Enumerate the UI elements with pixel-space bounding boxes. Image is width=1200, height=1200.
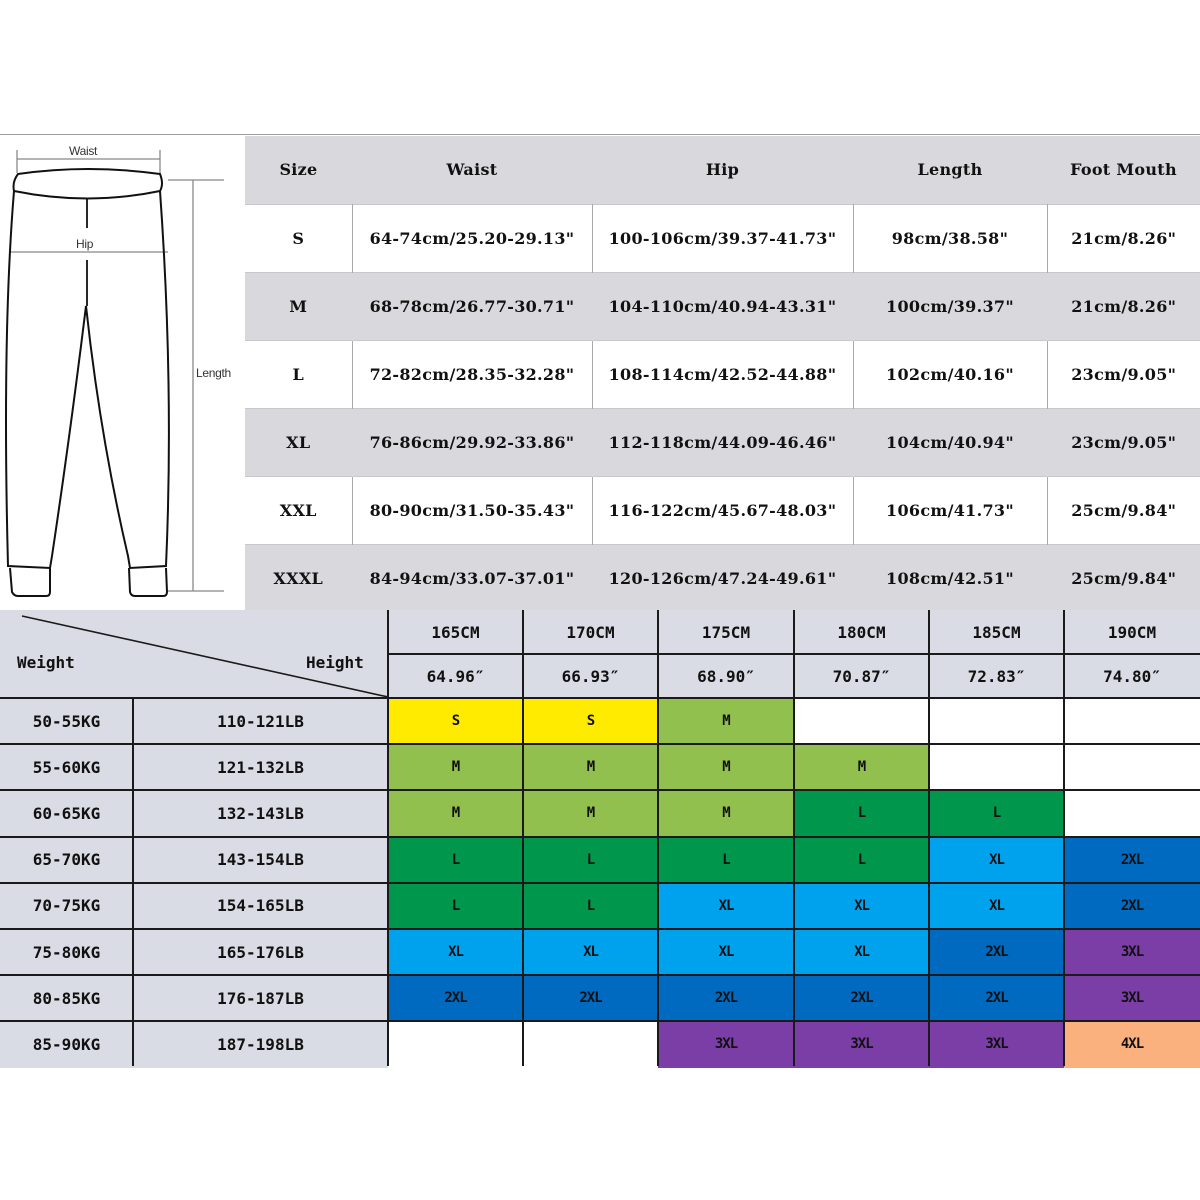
foot-mouth-cell: 21cm/8.26" — [1047, 204, 1200, 272]
size-recommendation-cell: XL — [388, 929, 523, 975]
length-cell: 98cm/38.58" — [853, 204, 1047, 272]
size-recommendation-cell: M — [658, 744, 794, 790]
grid-line — [388, 653, 1200, 655]
weight-kg-cell: 75-80KG — [0, 929, 133, 975]
foot-mouth-cell: 21cm/8.26" — [1047, 272, 1200, 340]
size-recommendation-cell: 2XL — [388, 975, 523, 1021]
waist-cell: 84-94cm/33.07-37.01" — [352, 544, 592, 612]
height-cm-header: 165CM — [388, 610, 523, 654]
table-row — [245, 272, 1200, 340]
size-recommendation-cell: M — [658, 790, 794, 836]
size-recommendation-cell: 3XL — [1064, 975, 1200, 1021]
weight-axis-label: Weight — [17, 653, 75, 672]
table-row — [245, 408, 1200, 476]
size-recommendation-cell: 2XL — [794, 975, 929, 1021]
waist-cell: 68-78cm/26.77-30.71" — [352, 272, 592, 340]
hip-cell: 116-122cm/45.67-48.03" — [592, 476, 853, 544]
size-table-header — [245, 136, 1200, 204]
grid-line — [522, 610, 524, 1066]
grid-line — [0, 836, 1200, 838]
grid-line — [0, 1020, 1200, 1022]
hip-label: Hip — [76, 237, 94, 251]
size-recommendation-cell: 3XL — [794, 1021, 929, 1067]
grid-line — [0, 789, 1200, 791]
length-cell: 106cm/41.73" — [853, 476, 1047, 544]
size-cell: M — [245, 272, 352, 340]
waist-cell: 76-86cm/29.92-33.86" — [352, 408, 592, 476]
foot-mouth-cell: 25cm/9.84" — [1047, 544, 1200, 612]
fit-chart — [0, 610, 1200, 1066]
grid-line — [0, 882, 1200, 884]
hip-cell: 120-126cm/47.24-49.61" — [592, 544, 853, 612]
waist-cell: 72-82cm/28.35-32.28" — [352, 340, 592, 408]
weight-lb-cell: 165-176LB — [133, 929, 388, 975]
weight-kg-cell: 55-60KG — [0, 744, 133, 790]
size-recommendation-cell: XL — [794, 929, 929, 975]
size-cell: L — [245, 340, 352, 408]
size-recommendation-cell: 3XL — [658, 1021, 794, 1067]
size-recommendation-cell: L — [523, 837, 658, 883]
size-cell: XXL — [245, 476, 352, 544]
size-recommendation-cell: M — [388, 790, 523, 836]
height-cm-header: 190CM — [1064, 610, 1200, 654]
height-axis-label: Height — [306, 653, 364, 672]
size-recommendation-cell — [1064, 698, 1200, 744]
waist-label: Waist — [69, 144, 98, 158]
size-recommendation-cell: 2XL — [1064, 883, 1200, 929]
weight-lb-cell: 187-198LB — [133, 1021, 388, 1067]
height-in-header: 72.83″ — [929, 654, 1064, 698]
size-recommendation-cell — [929, 698, 1064, 744]
height-cm-header: 180CM — [794, 610, 929, 654]
weight-lb-cell: 176-187LB — [133, 975, 388, 1021]
hip-cell: 112-118cm/44.09-46.46" — [592, 408, 853, 476]
foot-mouth-cell: 23cm/9.05" — [1047, 340, 1200, 408]
size-recommendation-cell: XL — [658, 883, 794, 929]
header-foot-mouth: Foot Mouth — [1047, 136, 1200, 204]
size-recommendation-cell: M — [523, 790, 658, 836]
size-recommendation-cell: M — [794, 744, 929, 790]
size-recommendation-cell: L — [523, 883, 658, 929]
table-row — [245, 204, 1200, 272]
header-size: Size — [245, 136, 352, 204]
size-cell: S — [245, 204, 352, 272]
weight-lb-cell: 110-121LB — [133, 698, 388, 744]
weight-kg-cell: 70-75KG — [0, 883, 133, 929]
size-table — [245, 136, 1200, 613]
size-recommendation-cell: 2XL — [1064, 837, 1200, 883]
foot-mouth-cell: 23cm/9.05" — [1047, 408, 1200, 476]
height-in-header: 74.80″ — [1064, 654, 1200, 698]
weight-kg-cell: 85-90KG — [0, 1021, 133, 1067]
size-recommendation-cell: L — [388, 837, 523, 883]
length-cell: 108cm/42.51" — [853, 544, 1047, 612]
size-recommendation-cell: 2XL — [658, 975, 794, 1021]
size-recommendation-cell: XL — [794, 883, 929, 929]
length-cell: 100cm/39.37" — [853, 272, 1047, 340]
weight-lb-cell: 132-143LB — [133, 790, 388, 836]
size-recommendation-cell: L — [658, 837, 794, 883]
height-cm-header: 170CM — [523, 610, 658, 654]
size-recommendation-cell — [929, 744, 1064, 790]
grid-line — [928, 610, 930, 1066]
size-recommendation-cell: 2XL — [929, 975, 1064, 1021]
size-recommendation-cell: XL — [658, 929, 794, 975]
size-recommendation-cell: 3XL — [1064, 929, 1200, 975]
weight-kg-cell: 80-85KG — [0, 975, 133, 1021]
grid-line — [1063, 610, 1065, 1066]
hip-cell: 100-106cm/39.37-41.73" — [592, 204, 853, 272]
size-cell: XL — [245, 408, 352, 476]
size-recommendation-cell — [1064, 744, 1200, 790]
height-in-header: 68.90″ — [658, 654, 794, 698]
size-recommendation-cell: L — [794, 837, 929, 883]
fit-chart-corner — [0, 610, 388, 698]
grid-line — [0, 743, 1200, 745]
size-recommendation-cell: XL — [929, 883, 1064, 929]
size-recommendation-cell: XL — [929, 837, 1064, 883]
table-row — [245, 544, 1200, 612]
size-recommendation-cell — [388, 1021, 523, 1067]
size-recommendation-cell: 2XL — [929, 929, 1064, 975]
waist-cell: 64-74cm/25.20-29.13" — [352, 204, 592, 272]
height-cm-header: 175CM — [658, 610, 794, 654]
grid-line — [793, 610, 795, 1066]
size-recommendation-cell — [1064, 790, 1200, 836]
weight-lb-cell: 154-165LB — [133, 883, 388, 929]
size-measurement-section — [0, 134, 1200, 610]
length-cell: 102cm/40.16" — [853, 340, 1047, 408]
grid-line — [657, 610, 659, 1066]
table-row — [245, 476, 1200, 544]
grid-line — [0, 974, 1200, 976]
length-cell: 104cm/40.94" — [853, 408, 1047, 476]
weight-lb-cell: 121-132LB — [133, 744, 388, 790]
length-label: Length — [196, 366, 231, 380]
height-cm-header: 185CM — [929, 610, 1064, 654]
header-hip: Hip — [592, 136, 853, 204]
size-recommendation-cell: 2XL — [523, 975, 658, 1021]
size-recommendation-cell — [523, 1021, 658, 1067]
size-recommendation-cell: L — [794, 790, 929, 836]
size-recommendation-cell: XL — [523, 929, 658, 975]
weight-lb-cell: 143-154LB — [133, 837, 388, 883]
size-recommendation-cell: S — [523, 698, 658, 744]
grid-line — [0, 928, 1200, 930]
size-recommendation-cell: L — [388, 883, 523, 929]
table-row — [245, 340, 1200, 408]
foot-mouth-cell: 25cm/9.84" — [1047, 476, 1200, 544]
height-in-header: 64.96″ — [388, 654, 523, 698]
size-recommendation-cell: 3XL — [929, 1021, 1064, 1067]
grid-line — [0, 697, 1200, 699]
header-length: Length — [853, 136, 1047, 204]
size-recommendation-cell: L — [929, 790, 1064, 836]
size-recommendation-cell: S — [388, 698, 523, 744]
size-recommendation-cell: M — [523, 744, 658, 790]
weight-kg-cell: 60-65KG — [0, 790, 133, 836]
waist-cell: 80-90cm/31.50-35.43" — [352, 476, 592, 544]
header-waist: Waist — [352, 136, 592, 204]
height-in-header: 70.87″ — [794, 654, 929, 698]
weight-kg-cell: 65-70KG — [0, 837, 133, 883]
weight-kg-cell: 50-55KG — [0, 698, 133, 744]
height-in-header: 66.93″ — [523, 654, 658, 698]
hip-cell: 108-114cm/42.52-44.88" — [592, 340, 853, 408]
size-recommendation-cell — [794, 698, 929, 744]
hip-cell: 104-110cm/40.94-43.31" — [592, 272, 853, 340]
size-recommendation-cell: M — [388, 744, 523, 790]
pants-diagram — [0, 136, 245, 610]
size-recommendation-cell: 4XL — [1064, 1021, 1200, 1067]
size-recommendation-cell: M — [658, 698, 794, 744]
grid-line — [387, 610, 389, 1066]
size-cell: XXXL — [245, 544, 352, 612]
